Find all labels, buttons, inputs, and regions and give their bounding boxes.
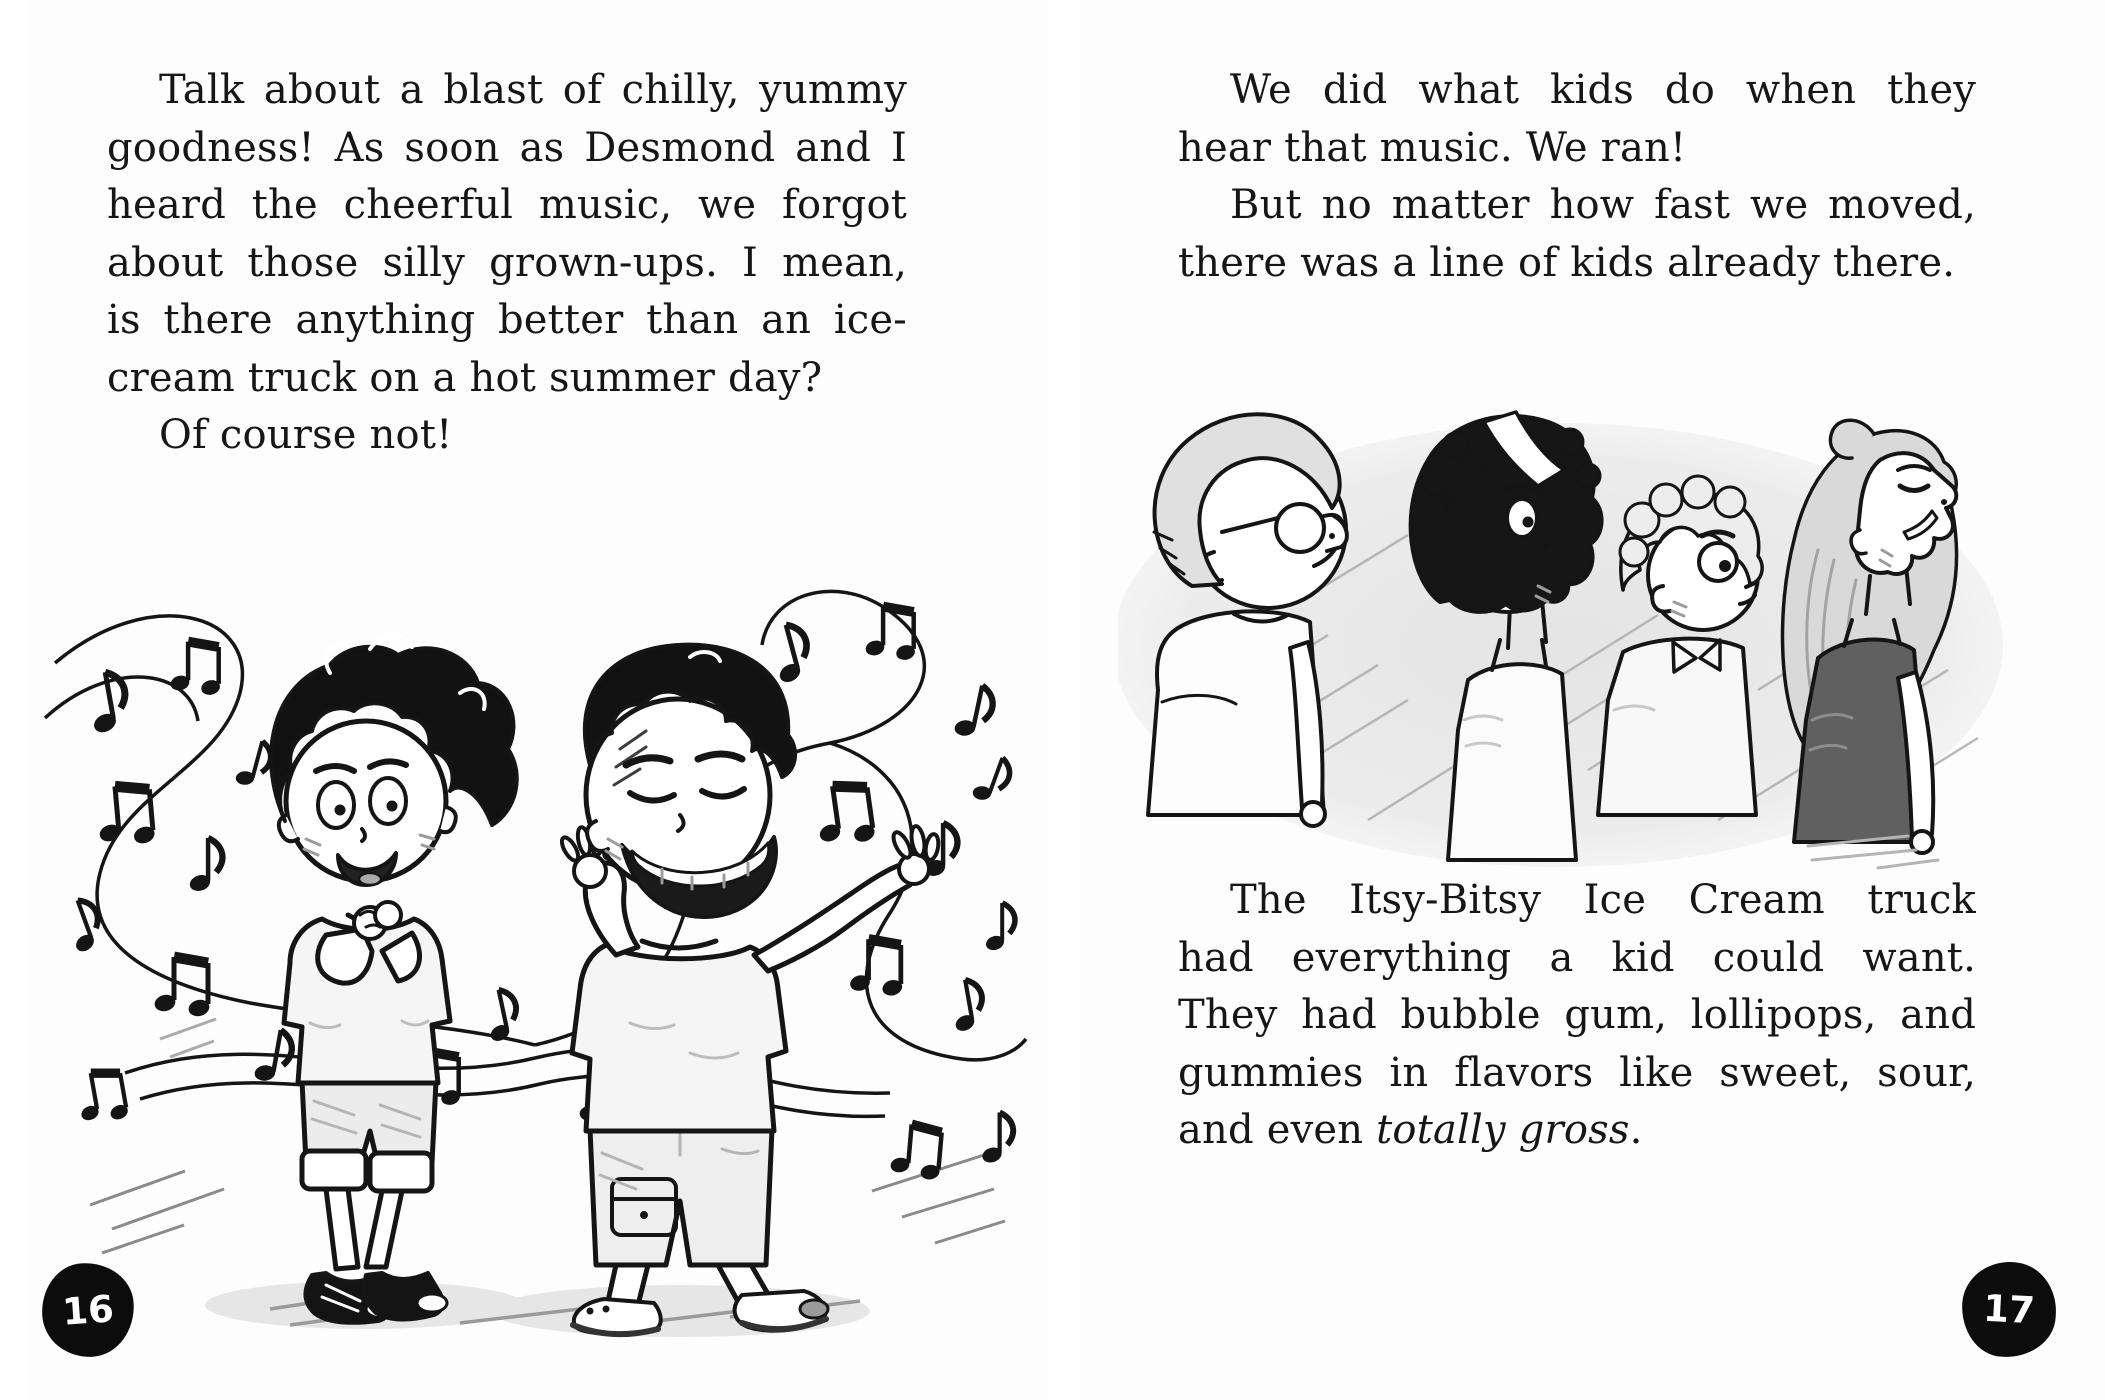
text-line: had everything a kid could want.: [1178, 934, 1976, 981]
page-number: 16: [60, 1286, 116, 1334]
italic-phrase: totally gross: [1376, 1107, 1630, 1153]
right-page-text-top: [1178, 62, 1976, 292]
text-line: We did what kids do when they: [1230, 67, 1976, 113]
right-page-text-bottom: [1178, 872, 1976, 1160]
illustration-two-boys-music: [30, 553, 1042, 1345]
ground-shading: [90, 1019, 1005, 1337]
text-line: cream truck on a hot summer day?: [107, 354, 823, 401]
text-line: Talk about a blast of chilly, yummy: [159, 67, 907, 113]
text-line: hear that music. We ran!: [1178, 124, 1687, 171]
boy-curly-hair: [271, 635, 517, 1323]
text-line: is there anything better than an ice-: [107, 297, 907, 343]
music-staff-ribbons: [45, 591, 1026, 1116]
text-line: goodness! As soon as Desmond and I: [107, 124, 907, 171]
text-line: heard the cheerful music, we forgot: [107, 182, 907, 228]
text-line: They had bubble gum, lollipops, and: [1178, 992, 1976, 1038]
illustration-kids-in-line: [1118, 390, 2010, 872]
text-line: there was a line of kids already there.: [1178, 239, 1956, 286]
left-page-text: [107, 62, 907, 465]
text-line: The Itsy-Bitsy Ice Cream truck: [1230, 877, 1976, 923]
text-line: gummies in flavors like sweet, sour,: [1178, 1049, 1976, 1096]
text-line: But no matter how fast we moved,: [1230, 182, 1976, 228]
text-line: about those silly grown-ups. I mean,: [107, 239, 907, 286]
text-line: and even totally gross.: [1178, 1107, 1643, 1153]
text-line: Of course not!: [159, 412, 453, 458]
page-number: 17: [1982, 1286, 2036, 1333]
